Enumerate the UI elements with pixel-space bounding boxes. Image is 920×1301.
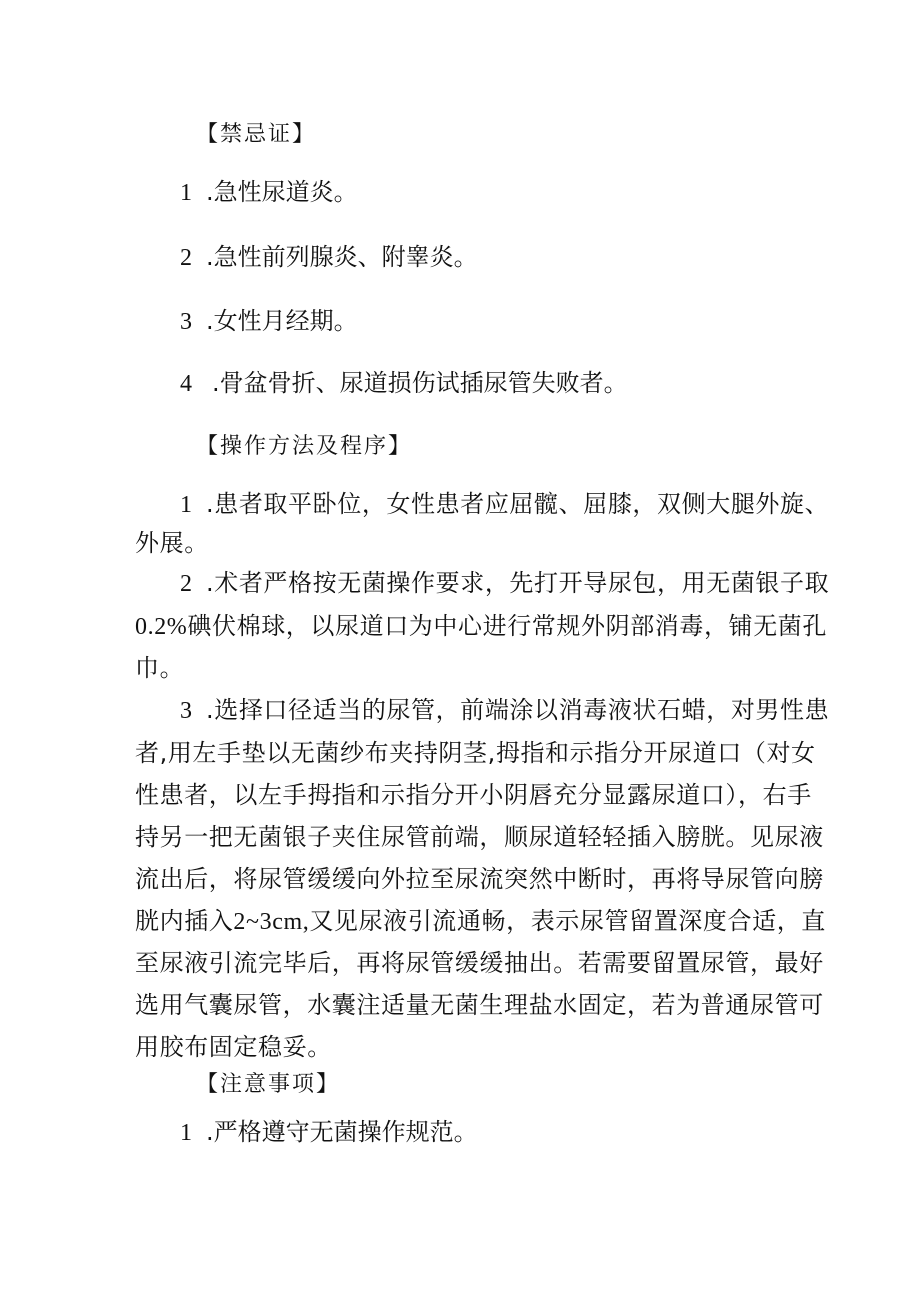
insertion-depth-value: 2~3cm, bbox=[233, 909, 310, 935]
paragraph-number: 1 bbox=[180, 492, 193, 518]
paragraph-text: 又见尿液引流通畅，表示尿管留置深度合适，直 bbox=[309, 907, 826, 935]
list-number: 1 bbox=[180, 1120, 192, 1146]
list-number: 3 bbox=[180, 309, 192, 335]
list-item bbox=[180, 240, 478, 275]
paragraph-line: 持另一把无菌银子夹住尿管前端，顺尿道轻轻插入膀胱。见尿液 bbox=[135, 823, 824, 851]
paragraph-number: 2 bbox=[180, 571, 193, 597]
list-text: .急性尿道炎。 bbox=[206, 178, 358, 206]
paragraph-line bbox=[180, 487, 829, 522]
section-heading-contraindications: 【禁忌证】 bbox=[196, 122, 317, 147]
section-heading-precautions: 【注意事项】 bbox=[196, 1072, 341, 1097]
paragraph-text: .选择口径适当的尿管，前端涂以消毒液状石蜡，对男性患 bbox=[206, 696, 830, 724]
paragraph-line: 选用气囊尿管，水囊注适量无菌生理盐水固定，若为普通尿管可 bbox=[135, 991, 824, 1019]
paragraph-text: .患者取平卧位，女性患者应屈髋、屈膝，双侧大腿外旋、 bbox=[206, 490, 830, 518]
section-heading-procedure: 【操作方法及程序】 bbox=[196, 434, 413, 459]
paragraph-text: 碘伏棉球，以尿道口为中心进行常规外阴部消毒，铺无菌孔 bbox=[187, 612, 828, 640]
list-text: .急性前列腺炎、附睾炎。 bbox=[206, 243, 478, 271]
paragraph-line: 用胶布固定稳妥。 bbox=[135, 1033, 332, 1061]
list-item bbox=[180, 1115, 478, 1150]
concentration-value: 0.2% bbox=[135, 614, 188, 640]
paragraph-line bbox=[180, 566, 829, 601]
list-number: 4 bbox=[180, 371, 192, 397]
list-item bbox=[180, 175, 358, 210]
paragraph-line: 外展。 bbox=[135, 529, 209, 557]
paragraph-line bbox=[135, 904, 826, 939]
paragraph-line: 性患者，以左手拇指和示指分开小阴唇充分显露尿道口），右手 bbox=[135, 781, 812, 809]
paragraph-number: 3 bbox=[180, 698, 193, 724]
list-text: .严格遵守无菌操作规范。 bbox=[206, 1118, 478, 1146]
paragraph-text: 胱内插入 bbox=[135, 907, 234, 935]
paragraph-line: 至尿液引流完毕后，再将尿管缓缓抽出。若需要留置尿管，最好 bbox=[135, 949, 824, 977]
paragraph-line bbox=[135, 609, 827, 644]
paragraph-line: 者,用左手垫以无菌纱布夹持阴茎,拇指和示指分开尿道口（对女 bbox=[135, 739, 816, 767]
list-text: .骨盆骨折、尿道损伤试插尿管失败者。 bbox=[212, 369, 628, 397]
paragraph-line bbox=[180, 693, 829, 728]
list-item bbox=[180, 366, 628, 401]
paragraph-line: 流出后，将尿管缓缓向外拉至尿流突然中断时，再将导尿管向膀 bbox=[135, 865, 824, 893]
list-item bbox=[180, 304, 358, 339]
paragraph-text: .术者严格按无菌操作要求，先打开导尿包，用无菌银子取 bbox=[206, 569, 830, 597]
list-number: 2 bbox=[180, 245, 192, 271]
list-number: 1 bbox=[180, 180, 192, 206]
list-text: .女性月经期。 bbox=[206, 307, 358, 335]
paragraph-line: 巾。 bbox=[135, 654, 185, 682]
